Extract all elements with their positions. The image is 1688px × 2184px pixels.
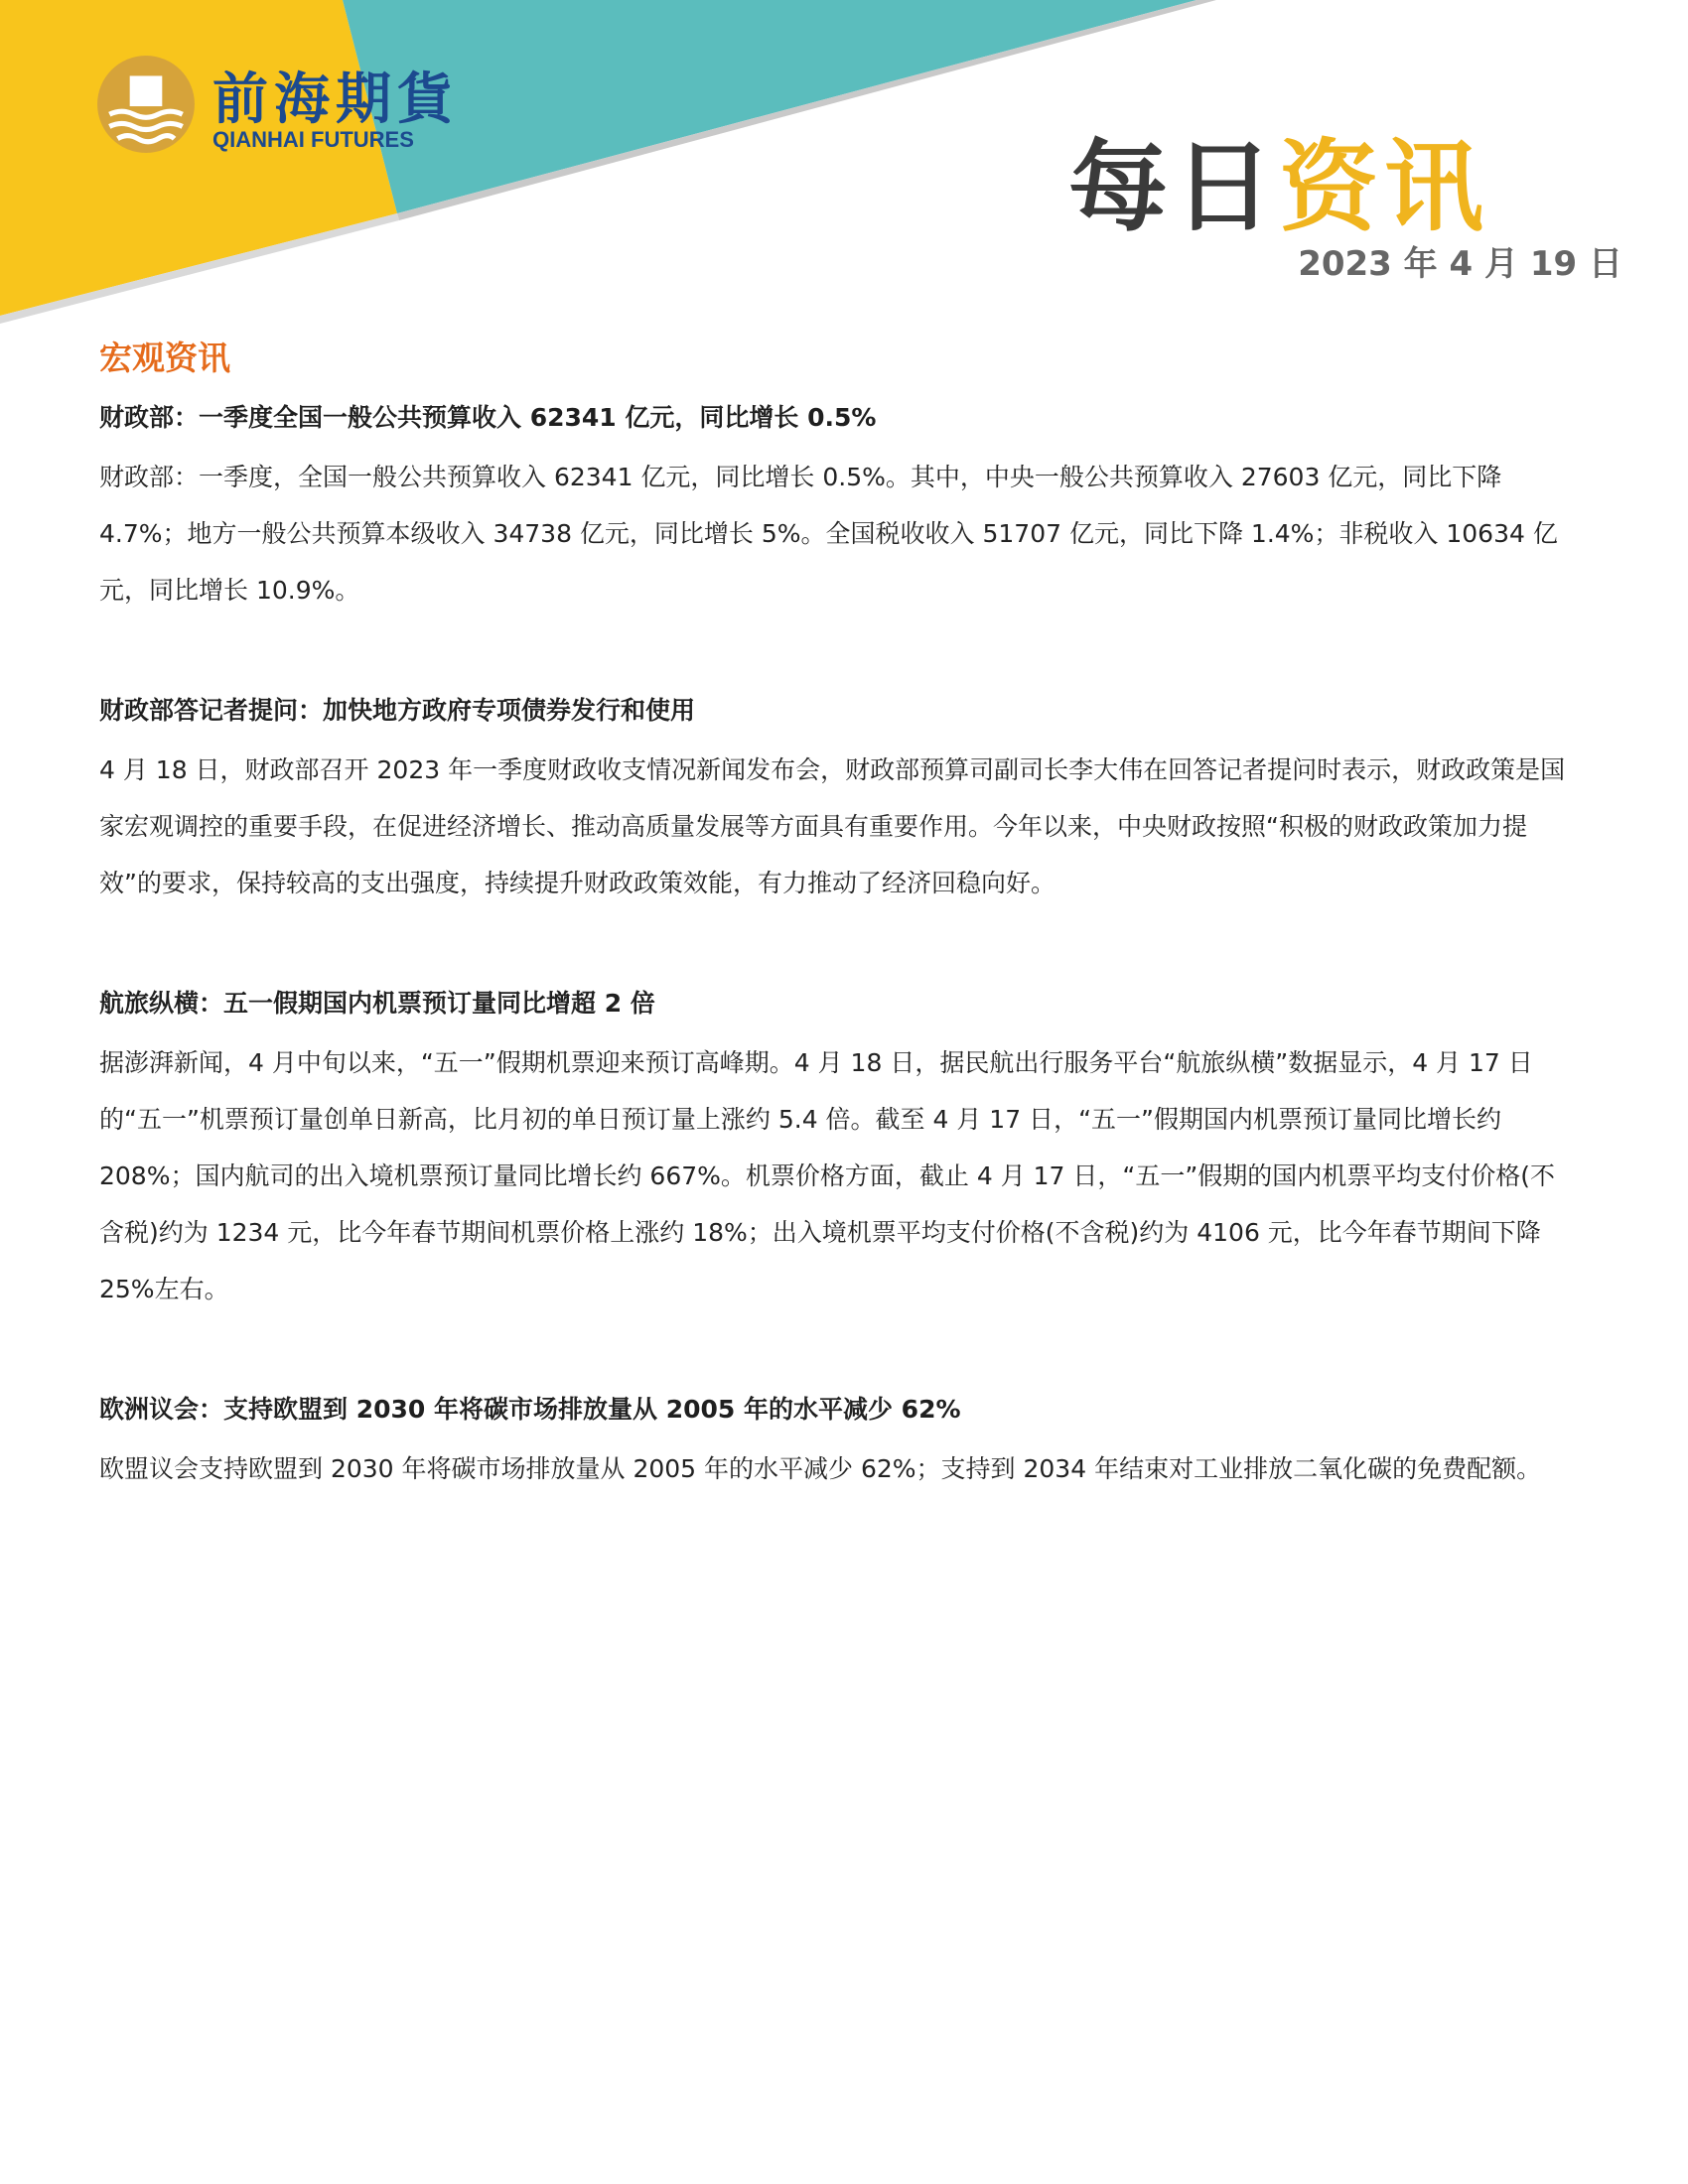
section-heading: 宏观资讯 [99, 339, 230, 377]
logo-emblem-icon [95, 54, 197, 155]
article-body: 财政部：一季度，全国一般公共预算收入 62341 亿元，同比增长 0.5%。其中，中央一般公共预算收入 27603 亿元，同比下降 4.7%；地方一般公共预算本级收入 34738 亿元，同比增长 5%。全国税收收入 51707 亿元，同比下降 1.4%；非税收入 10634 亿元，同比增长 10.9%。 [99, 463, 1558, 605]
company-logo [95, 52, 463, 161]
article [99, 395, 1569, 618]
article [99, 688, 1569, 911]
main-content [99, 334, 1569, 1567]
article-body: 4 月 18 日，财政部召开 2023 年一季度财政收支情况新闻发布会，财政部预算司副司长李大伟在回答记者提问时表示，财政政策是国家宏观调控的重要手段，在促进经济增长、推动高质量发展等方面具有重要作用。今年以来，中央财政按照“积极的财政政策加力提效”的要求，保持较高的支出强度，持续提升财政政策效能，有力推动了经济回稳向好。 [99, 755, 1566, 897]
logo-english-name: QIANHAI FUTURES [212, 127, 414, 152]
report-date: 2023 年 4 月 19 日 [1298, 244, 1622, 284]
logo-chinese-name: 前海期貨 [212, 67, 459, 132]
article-title: 财政部答记者提问：加快地方政府专项债券发行和使用 [99, 696, 696, 725]
article-title: 欧洲议会：支持欧盟到 2030 年将碳市场排放量从 2005 年的水平减少 62% [99, 1395, 961, 1424]
article-title: 航旅纵横：五一假期国内机票预订量同比增超 2 倍 [99, 989, 655, 1018]
article [99, 981, 1569, 1317]
page-title-part1: 每日 [1068, 129, 1279, 245]
page-title-part2: 资讯 [1279, 129, 1489, 245]
page-title [1068, 107, 1489, 250]
article-body: 欧盟议会支持欧盟到 2030 年将碳市场排放量从 2005 年的水平减少 62%；支持到 2034 年结束对工业排放二氧化碳的免费配额。 [99, 1454, 1542, 1483]
article-title: 财政部：一季度全国一般公共预算收入 62341 亿元，同比增长 0.5% [99, 403, 877, 432]
article-body: 据澎湃新闻，4 月中旬以来，“五一”假期机票迎来预订高峰期。4 月 18 日，据民航出行服务平台“航旅纵横”数据显示，4 月 17 日的“五一”机票预订量创单日新高，比月初的单日预订量上涨约 5.4 倍。截至 4 月 17 日，“五一”假期国内机票预订量同比增长约 208%；国内航司的出入境机票预订量同比增长约 667%。机票价格方面，截止 4 月 17 日，“五一”假期的国内机票平均支付价格(不含税)约为 1234 元，比今年春节期间机票价格上涨约 18%；出入境机票平均支付价格(不含税)约为 4106 元，比今年春节期间下降 25%左右。 [99, 1048, 1556, 1303]
article [99, 1387, 1569, 1497]
